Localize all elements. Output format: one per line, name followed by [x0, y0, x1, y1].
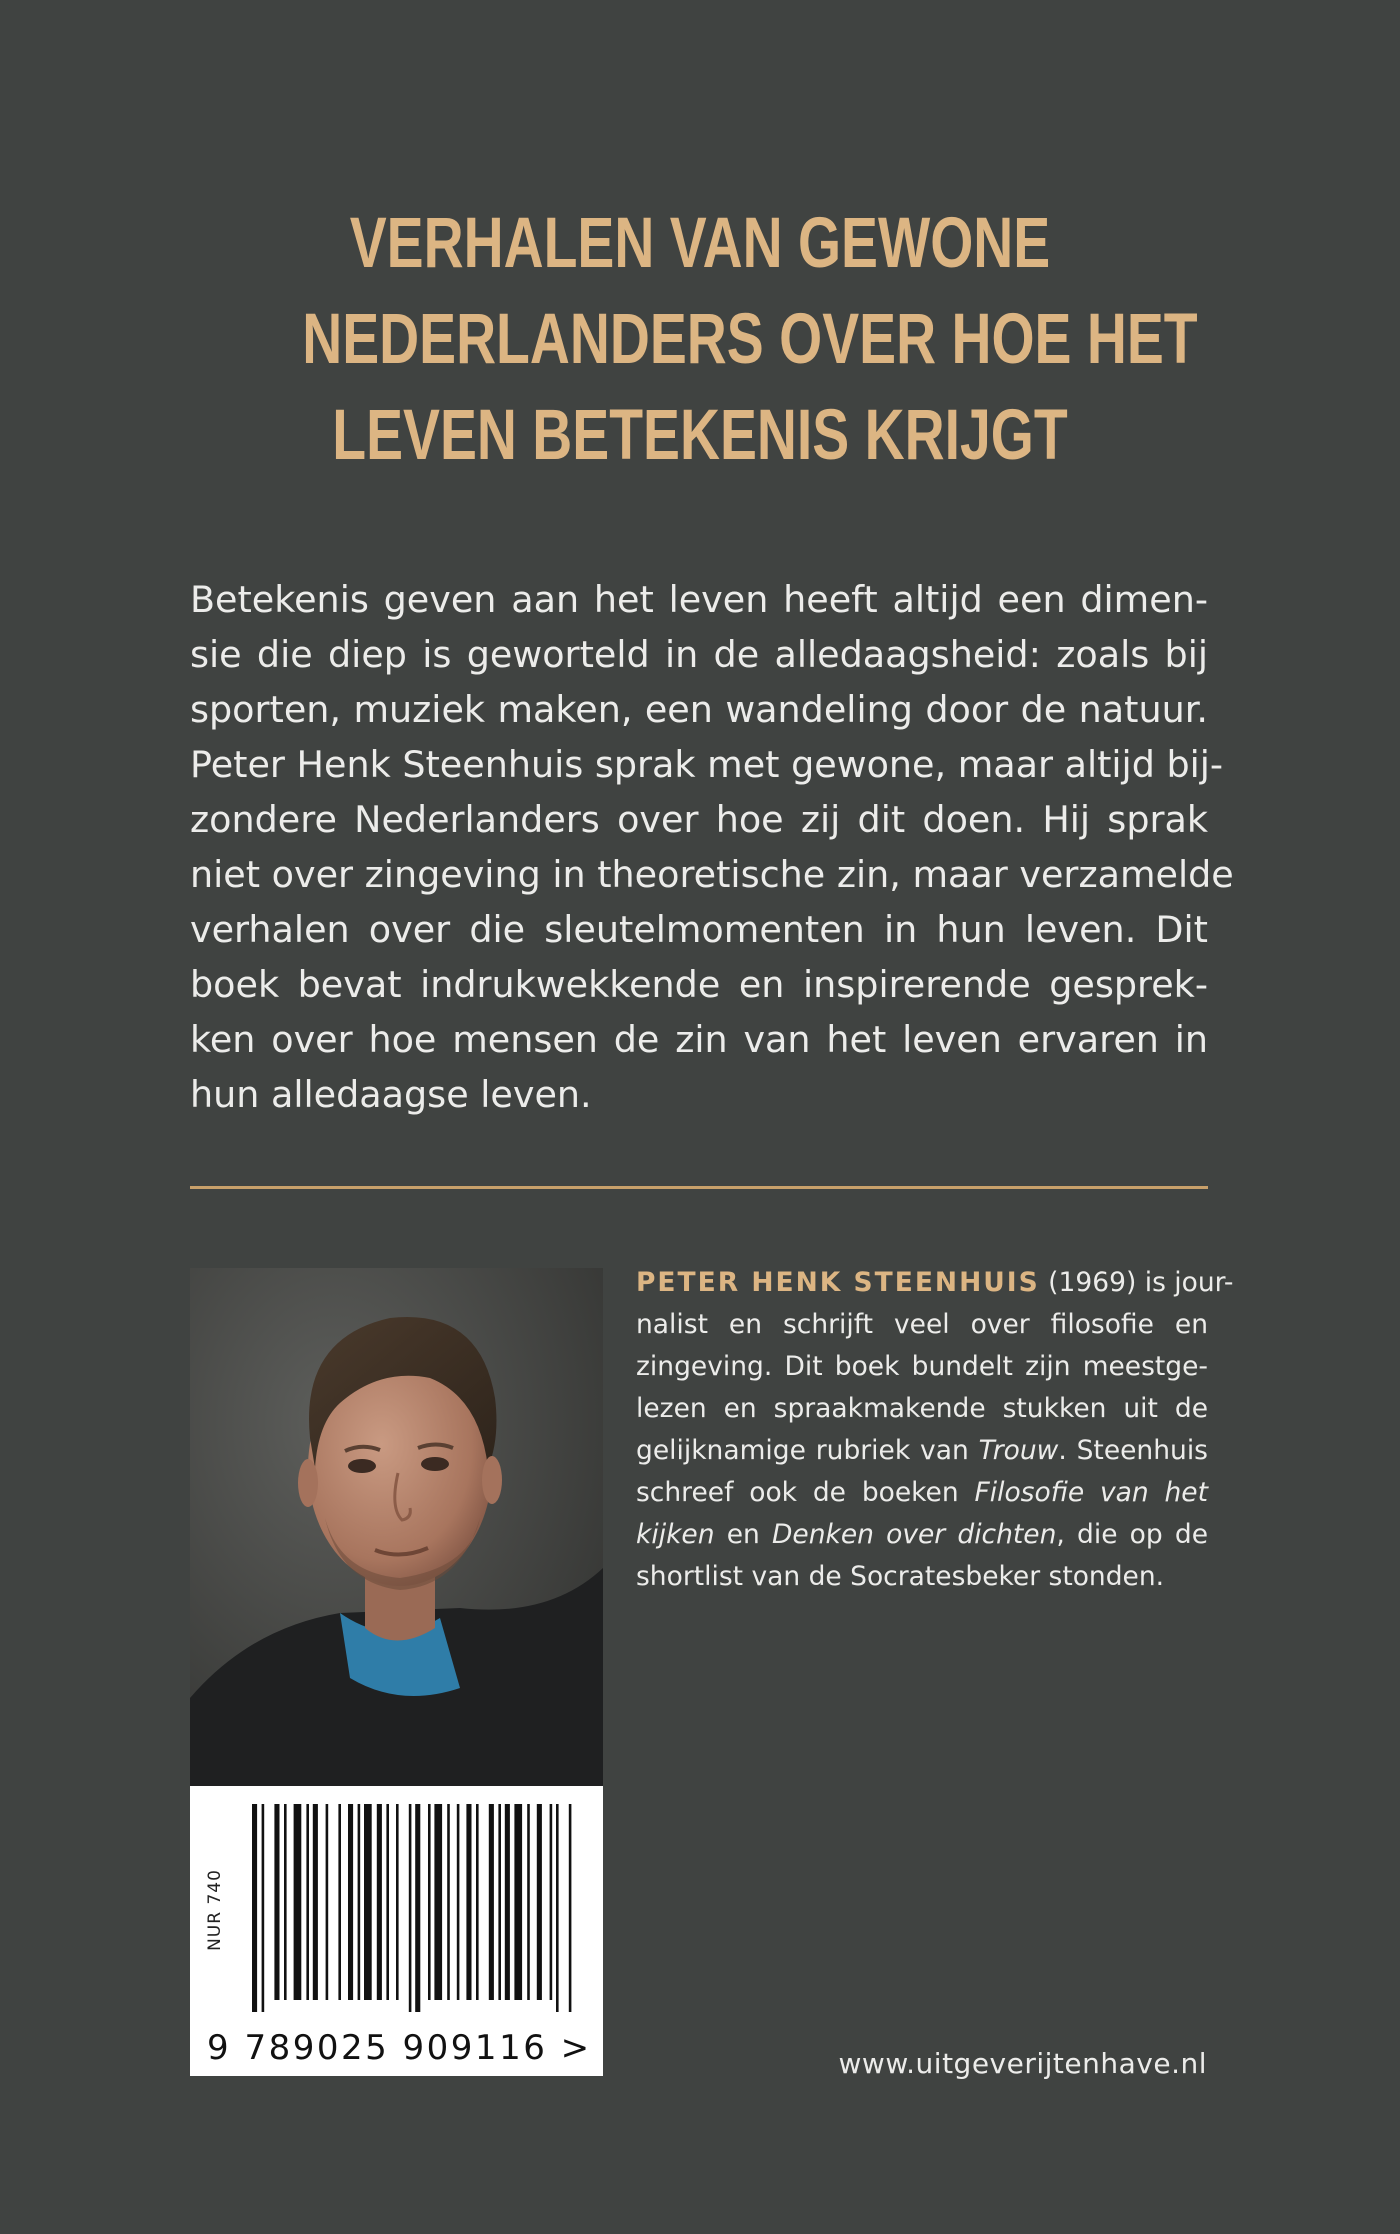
- barcode-bar: [447, 1804, 450, 2000]
- barcode-bar: [326, 1804, 329, 2000]
- barcode-bar: [274, 1804, 279, 2000]
- blurb-line: sie die diep is geworteld in de alledaagsheid: zoals bij: [190, 633, 1208, 676]
- barcode-bar: [364, 1804, 372, 2000]
- author-bio: [636, 1262, 1234, 1598]
- barcode-digits: 9 789025 909116 >: [207, 2028, 592, 2068]
- barcode-bar: [338, 1804, 341, 2000]
- barcode-bar: [396, 1804, 399, 2000]
- blurb-line: boek bevat indrukwekkende en inspirerende gesprek-: [190, 963, 1208, 1006]
- barcode-bar: [457, 1804, 460, 2000]
- blurb-line: Betekenis geven aan het leven heeft altijd een dimen-: [190, 578, 1208, 621]
- bio-line: lezen en spraakmakende stukken uit de: [636, 1393, 1208, 1424]
- author-name: PETER HENK STEENHUIS: [636, 1267, 1040, 1298]
- barcode-bar: [262, 1804, 265, 2012]
- barcode-bar: [537, 1804, 542, 2000]
- barcode-bar: [550, 1804, 553, 2000]
- barcode-bar: [252, 1804, 257, 2012]
- blurb-line: zondere Nederlanders over hoe zij dit doen. Hij sprak: [190, 798, 1208, 841]
- blurb-line: niet over zingeving in theoretische zin, maar verzamelde: [190, 853, 1234, 896]
- barcode-bar: [489, 1804, 494, 2000]
- author-photo: [190, 1268, 603, 1786]
- barcode-bar: [434, 1804, 442, 2000]
- barcode-bar: [306, 1804, 309, 2000]
- nur-code: NUR 740: [205, 1869, 225, 1951]
- barcode-bar: [415, 1804, 420, 2012]
- barcode-bar: [358, 1804, 361, 2000]
- bio-line: nalist en schrijft veel over filosofie en: [636, 1309, 1208, 1340]
- barcode-bar: [569, 1804, 572, 2012]
- bio-line: shortlist van de Socratesbeker stonden.: [636, 1561, 1165, 1592]
- bio-line: PETER HENK STEENHUIS (1969) is jour-: [636, 1267, 1234, 1298]
- bio-line: gelijknamige rubriek van Trouw. Steenhuis: [636, 1435, 1208, 1466]
- blurb-line: verhalen over die sleutelmomenten in hun leven. Dit: [190, 908, 1208, 951]
- barcode-bar: [409, 1804, 412, 2012]
- barcode-bar: [556, 1804, 559, 2012]
- blurb-line: hun alledaagse leven.: [190, 1073, 592, 1116]
- barcode-bar: [386, 1804, 389, 2000]
- barcode-bar: [476, 1804, 479, 2000]
- blurb-line: ken over hoe mensen de zin van het leven ervaren in: [190, 1018, 1208, 1061]
- headline-line: VERHALEN VAN GEWONE: [349, 204, 1051, 283]
- bio-line: schreef ook de boeken Filosofie van het: [636, 1477, 1208, 1508]
- blurb-text: [190, 572, 1234, 1122]
- bio-line: zingeving. Dit boek bundelt zijn meestge-: [636, 1351, 1208, 1382]
- publisher-website: www.uitgeverijtenhave.nl: [838, 2047, 1207, 2080]
- blurb-line: sporten, muziek maken, een wandeling door de natuur.: [190, 688, 1208, 731]
- barcode-bar: [294, 1804, 302, 2000]
- headline: [302, 196, 1198, 484]
- divider-line: [190, 1186, 1208, 1189]
- barcode-bar: [498, 1804, 501, 2000]
- barcode-bar: [428, 1804, 431, 2000]
- bio-line: kijken en Denken over dichten, die op de: [636, 1519, 1209, 1550]
- barcode-bar: [505, 1804, 510, 2000]
- barcode-bar: [466, 1804, 471, 2000]
- barcode-bar: [377, 1804, 382, 2000]
- barcode-bar: [348, 1804, 353, 2000]
- barcode-bar: [527, 1804, 530, 2000]
- headline-line: NEDERLANDERS OVER HOE HET: [302, 300, 1198, 379]
- barcode-bar: [514, 1804, 522, 2000]
- headline-line: LEVEN BETEKENIS KRIJGT: [332, 396, 1068, 475]
- barcode-bar: [313, 1804, 318, 2000]
- blurb-line: Peter Henk Steenhuis sprak met gewone, maar altijd bij-: [190, 743, 1224, 786]
- barcode-bar: [284, 1804, 287, 2000]
